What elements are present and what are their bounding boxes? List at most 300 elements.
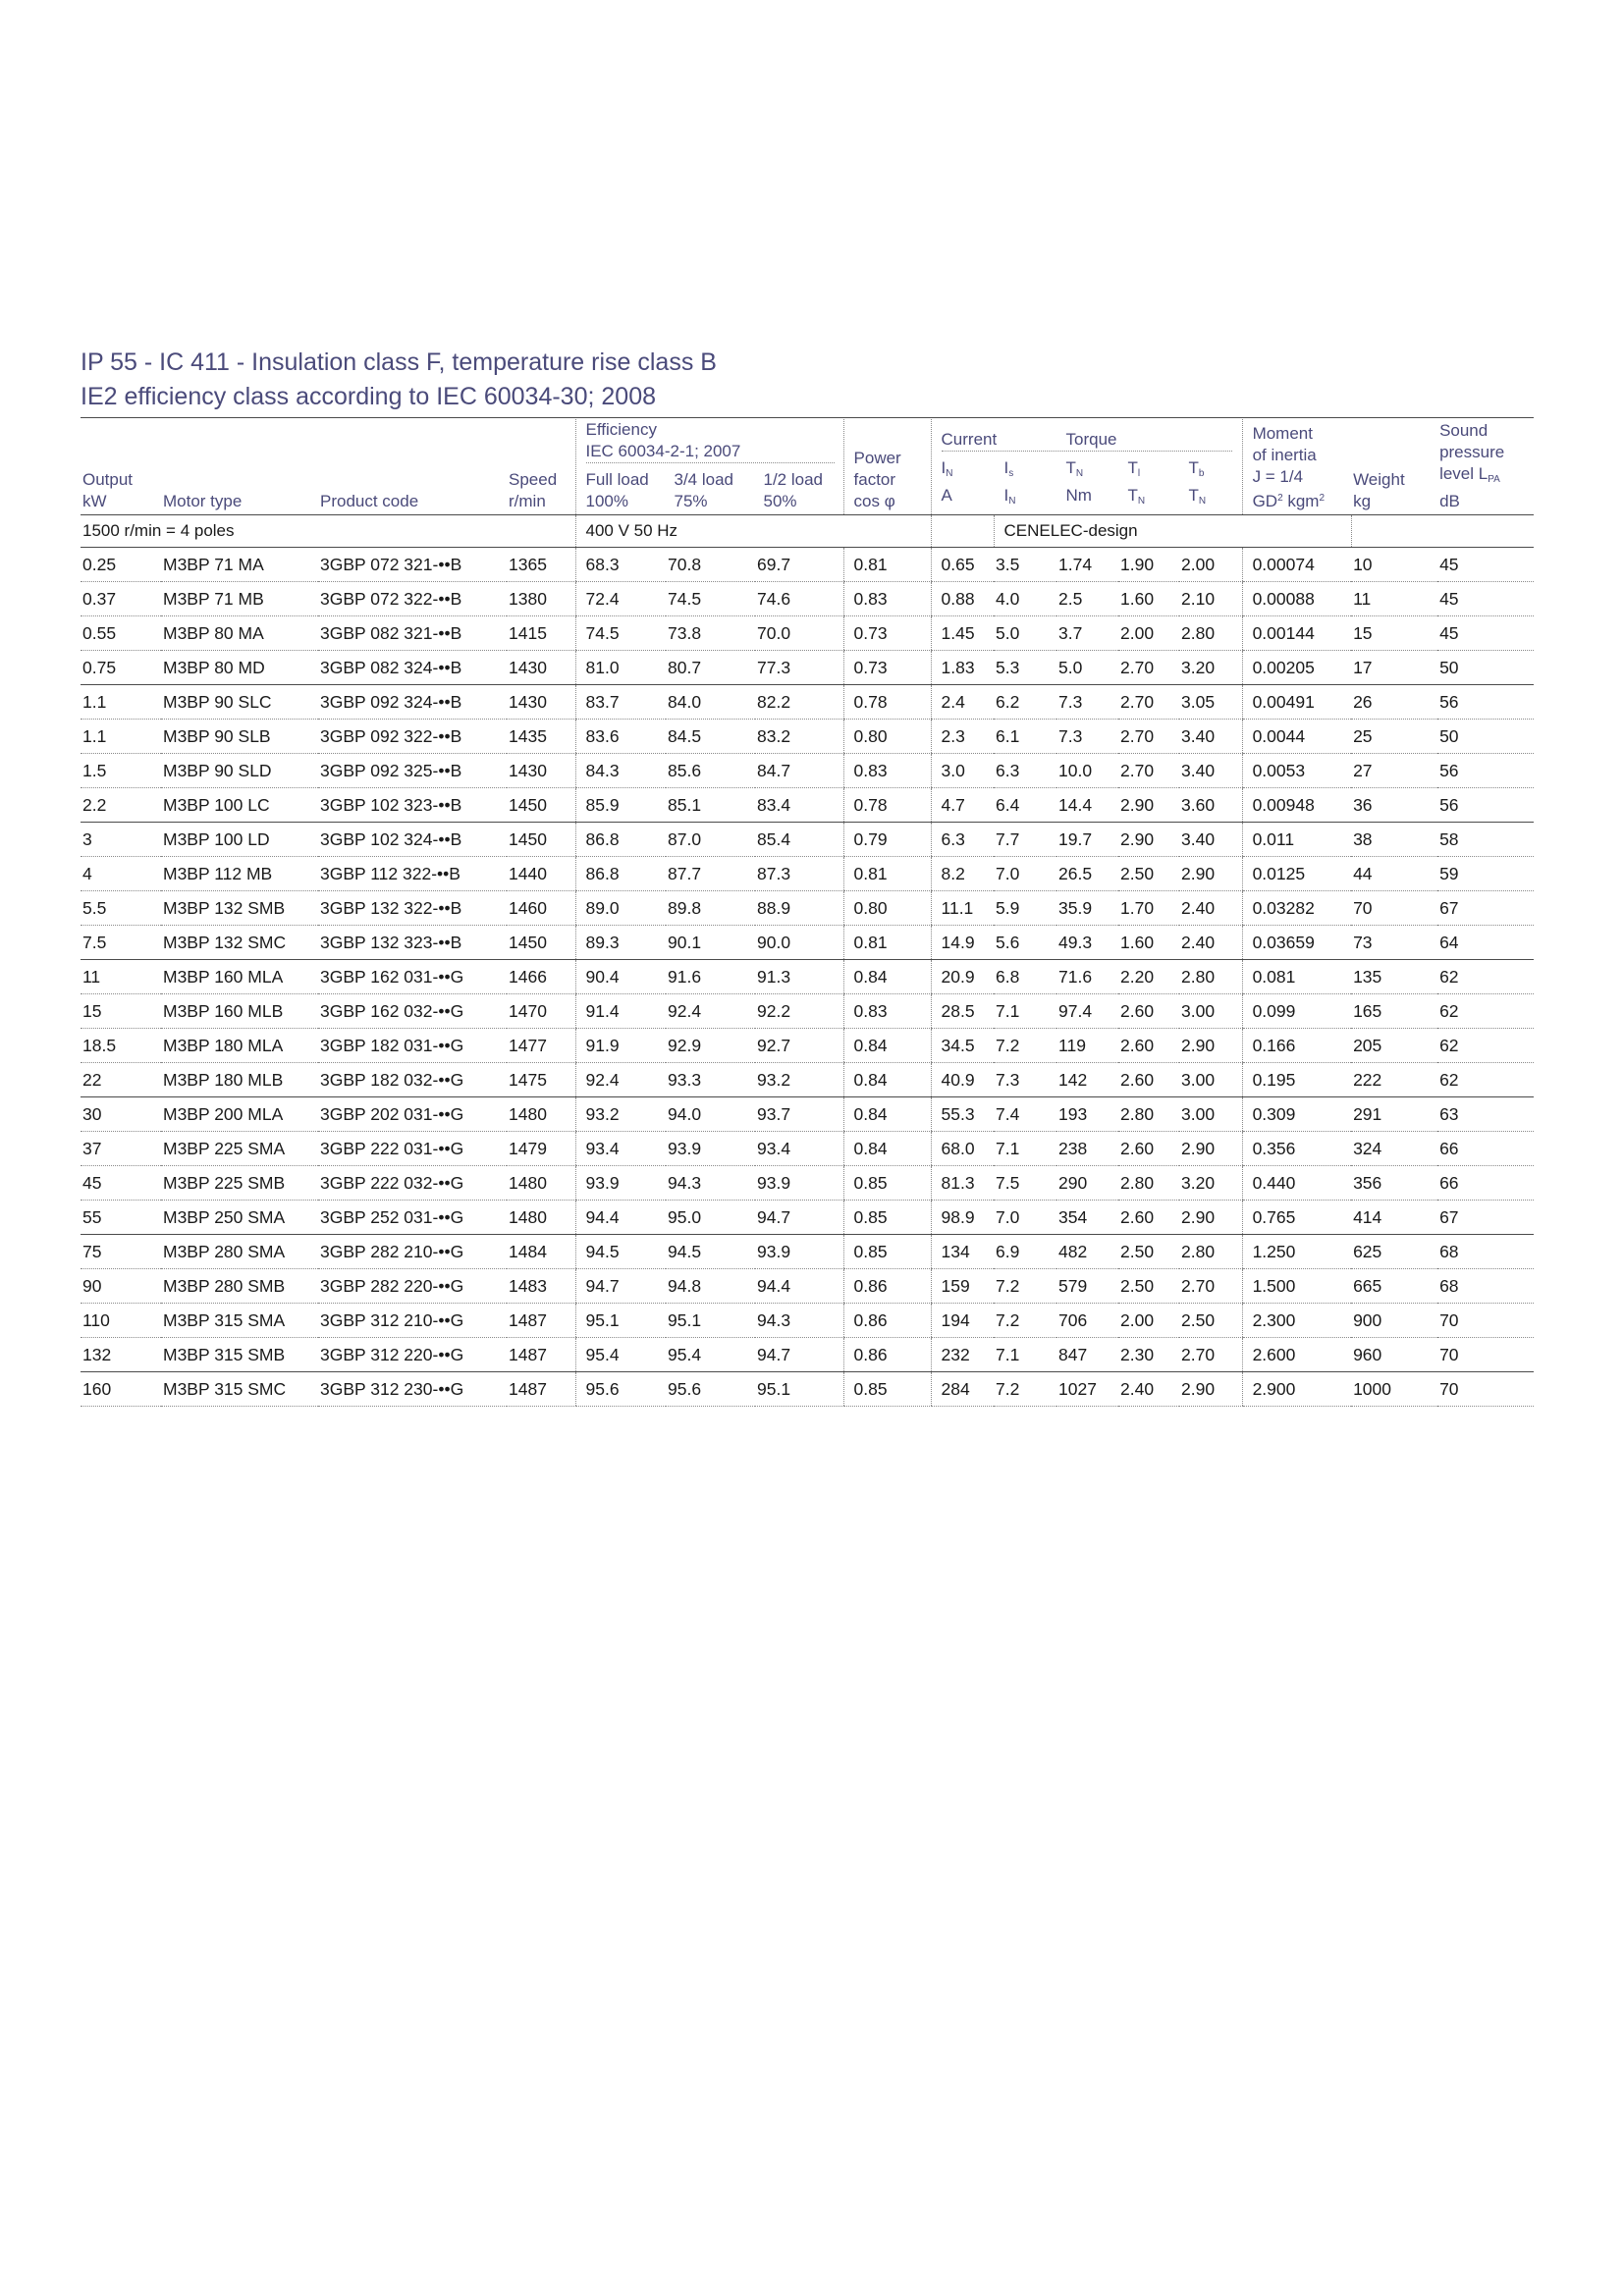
cell-weight: 665 bbox=[1351, 1269, 1437, 1304]
cell-efficiency-12-load: 82.2 bbox=[755, 685, 843, 720]
cell-weight: 205 bbox=[1351, 1029, 1437, 1063]
table-row bbox=[81, 857, 1534, 891]
cell-efficiency-12-load: 93.9 bbox=[755, 1235, 843, 1269]
cell-torque-tl-tn: 2.40 bbox=[1118, 1372, 1179, 1407]
cell-torque-tn: 14.4 bbox=[1056, 788, 1118, 823]
cell-torque-tb-tn: 3.00 bbox=[1179, 1097, 1242, 1132]
table-row bbox=[81, 1201, 1534, 1235]
table-row bbox=[81, 1338, 1534, 1372]
cell-power-factor: 0.81 bbox=[843, 926, 931, 960]
cell-sound-pressure: 56 bbox=[1437, 788, 1534, 823]
cell-efficiency-34-load: 84.5 bbox=[666, 720, 755, 754]
cell-torque-tn: 26.5 bbox=[1056, 857, 1118, 891]
cell-torque-tl-tn: 2.20 bbox=[1118, 960, 1179, 994]
cell-torque-tn: 482 bbox=[1056, 1235, 1118, 1269]
cell-product-code: 3GBP 182 032-••G bbox=[318, 1063, 507, 1097]
table-row bbox=[81, 960, 1534, 994]
cell-output-kw: 90 bbox=[81, 1269, 161, 1304]
cell-efficiency-34-load: 94.3 bbox=[666, 1166, 755, 1201]
cell-efficiency-12-load: 74.6 bbox=[755, 582, 843, 616]
cell-output-kw: 1.1 bbox=[81, 720, 161, 754]
cell-weight: 44 bbox=[1351, 857, 1437, 891]
cell-efficiency-12-load: 88.9 bbox=[755, 891, 843, 926]
efficiency-standard: IEC 60034-2-1; 2007 bbox=[586, 441, 835, 463]
cell-motor-type: M3BP 200 MLA bbox=[161, 1097, 318, 1132]
cell-current-is-in: 7.2 bbox=[994, 1269, 1056, 1304]
cell-moment-of-inertia: 0.00948 bbox=[1242, 788, 1351, 823]
cell-torque-tl-tn: 1.60 bbox=[1118, 926, 1179, 960]
cell-output-kw: 37 bbox=[81, 1132, 161, 1166]
cell-current-is-in: 5.9 bbox=[994, 891, 1056, 926]
cell-product-code: 3GBP 182 031-••G bbox=[318, 1029, 507, 1063]
cell-efficiency-34-load: 94.0 bbox=[666, 1097, 755, 1132]
cell-current-in: 134 bbox=[931, 1235, 994, 1269]
cell-output-kw: 0.55 bbox=[81, 616, 161, 651]
cell-torque-tl-tn: 2.60 bbox=[1118, 1201, 1179, 1235]
cell-moment-of-inertia: 0.356 bbox=[1242, 1132, 1351, 1166]
torque-title: Torque bbox=[1065, 430, 1117, 449]
cell-torque-tn: 119 bbox=[1056, 1029, 1118, 1063]
cell-current-is-in: 3.5 bbox=[994, 548, 1056, 582]
cell-output-kw: 0.37 bbox=[81, 582, 161, 616]
cell-efficiency-34-load: 92.9 bbox=[666, 1029, 755, 1063]
cell-current-in: 11.1 bbox=[931, 891, 994, 926]
cell-product-code: 3GBP 132 323-••B bbox=[318, 926, 507, 960]
cell-speed: 1487 bbox=[507, 1372, 575, 1407]
cell-torque-tn: 3.7 bbox=[1056, 616, 1118, 651]
cell-torque-tb-tn: 2.70 bbox=[1179, 1269, 1242, 1304]
cell-power-factor: 0.83 bbox=[843, 582, 931, 616]
cell-speed: 1479 bbox=[507, 1132, 575, 1166]
cell-output-kw: 0.25 bbox=[81, 548, 161, 582]
cell-power-factor: 0.80 bbox=[843, 720, 931, 754]
cell-moment-of-inertia: 0.03659 bbox=[1242, 926, 1351, 960]
cell-motor-type: M3BP 280 SMB bbox=[161, 1269, 318, 1304]
cell-motor-type: M3BP 100 LD bbox=[161, 823, 318, 857]
cell-current-is-in: 6.2 bbox=[994, 685, 1056, 720]
cell-motor-type: M3BP 80 MA bbox=[161, 616, 318, 651]
cell-output-kw: 1.5 bbox=[81, 754, 161, 788]
cell-motor-type: M3BP 225 SMA bbox=[161, 1132, 318, 1166]
table-row bbox=[81, 720, 1534, 754]
cell-current-in: 284 bbox=[931, 1372, 994, 1407]
cell-torque-tb-tn: 2.00 bbox=[1179, 548, 1242, 582]
cell-weight: 625 bbox=[1351, 1235, 1437, 1269]
cell-torque-tb-tn: 2.80 bbox=[1179, 616, 1242, 651]
cell-moment-of-inertia: 2.900 bbox=[1242, 1372, 1351, 1407]
col-output: Output kW bbox=[81, 419, 161, 515]
cell-current-is-in: 7.2 bbox=[994, 1372, 1056, 1407]
col-motor-type: Motor type bbox=[161, 419, 318, 515]
cell-torque-tl-tn: 2.70 bbox=[1118, 685, 1179, 720]
cell-output-kw: 1.1 bbox=[81, 685, 161, 720]
cell-speed: 1466 bbox=[507, 960, 575, 994]
cell-torque-tn: 1027 bbox=[1056, 1372, 1118, 1407]
cell-moment-of-inertia: 0.00491 bbox=[1242, 685, 1351, 720]
cell-efficiency-full-load: 94.5 bbox=[575, 1235, 666, 1269]
cell-efficiency-12-load: 92.2 bbox=[755, 994, 843, 1029]
cell-current-in: 0.65 bbox=[931, 548, 994, 582]
cell-torque-tn: 238 bbox=[1056, 1132, 1118, 1166]
cell-moment-of-inertia: 0.0125 bbox=[1242, 857, 1351, 891]
cell-product-code: 3GBP 162 032-••G bbox=[318, 994, 507, 1029]
cell-product-code: 3GBP 072 322-••B bbox=[318, 582, 507, 616]
cell-current-in: 232 bbox=[931, 1338, 994, 1372]
cell-current-is-in: 7.5 bbox=[994, 1166, 1056, 1201]
table-row bbox=[81, 616, 1534, 651]
cell-moment-of-inertia: 1.250 bbox=[1242, 1235, 1351, 1269]
cell-output-kw: 2.2 bbox=[81, 788, 161, 823]
cell-efficiency-34-load: 95.6 bbox=[666, 1372, 755, 1407]
cell-torque-tn: 7.3 bbox=[1056, 685, 1118, 720]
cell-current-is-in: 4.0 bbox=[994, 582, 1056, 616]
cell-output-kw: 5.5 bbox=[81, 891, 161, 926]
cell-weight: 222 bbox=[1351, 1063, 1437, 1097]
cell-efficiency-full-load: 86.8 bbox=[575, 857, 666, 891]
cell-speed: 1477 bbox=[507, 1029, 575, 1063]
cell-torque-tl-tn: 2.80 bbox=[1118, 1097, 1179, 1132]
cell-product-code: 3GBP 102 324-••B bbox=[318, 823, 507, 857]
cell-torque-tn: 2.5 bbox=[1056, 582, 1118, 616]
col-12-load: 1/2 load 50% bbox=[763, 470, 823, 510]
cell-efficiency-12-load: 84.7 bbox=[755, 754, 843, 788]
cell-current-in: 81.3 bbox=[931, 1166, 994, 1201]
cell-efficiency-full-load: 93.4 bbox=[575, 1132, 666, 1166]
cell-sound-pressure: 62 bbox=[1437, 1063, 1534, 1097]
cell-speed: 1440 bbox=[507, 857, 575, 891]
cell-moment-of-inertia: 0.440 bbox=[1242, 1166, 1351, 1201]
cell-motor-type: M3BP 90 SLD bbox=[161, 754, 318, 788]
cell-torque-tb-tn: 2.50 bbox=[1179, 1304, 1242, 1338]
cell-current-in: 2.4 bbox=[931, 685, 994, 720]
cell-product-code: 3GBP 102 323-••B bbox=[318, 788, 507, 823]
cell-sound-pressure: 70 bbox=[1437, 1338, 1534, 1372]
cell-sound-pressure: 66 bbox=[1437, 1132, 1534, 1166]
cell-weight: 960 bbox=[1351, 1338, 1437, 1372]
cell-sound-pressure: 68 bbox=[1437, 1235, 1534, 1269]
table-row bbox=[81, 651, 1534, 685]
cell-sound-pressure: 62 bbox=[1437, 960, 1534, 994]
cell-product-code: 3GBP 082 321-••B bbox=[318, 616, 507, 651]
cell-weight: 36 bbox=[1351, 788, 1437, 823]
cell-efficiency-full-load: 84.3 bbox=[575, 754, 666, 788]
table-row bbox=[81, 891, 1534, 926]
cell-power-factor: 0.84 bbox=[843, 1029, 931, 1063]
cell-current-is-in: 7.1 bbox=[994, 1338, 1056, 1372]
table-row bbox=[81, 1063, 1534, 1097]
cell-weight: 17 bbox=[1351, 651, 1437, 685]
cell-efficiency-full-load: 83.6 bbox=[575, 720, 666, 754]
table-row bbox=[81, 1097, 1534, 1132]
col-full-load: Full load 100% bbox=[585, 470, 649, 510]
cell-torque-tn: 706 bbox=[1056, 1304, 1118, 1338]
cell-efficiency-full-load: 91.9 bbox=[575, 1029, 666, 1063]
cell-current-in: 1.45 bbox=[931, 616, 994, 651]
title-rule bbox=[81, 417, 1534, 418]
cell-torque-tn: 5.0 bbox=[1056, 651, 1118, 685]
cell-current-in: 1.83 bbox=[931, 651, 994, 685]
cell-weight: 25 bbox=[1351, 720, 1437, 754]
cell-efficiency-34-load: 74.5 bbox=[666, 582, 755, 616]
cell-efficiency-full-load: 94.7 bbox=[575, 1269, 666, 1304]
cell-motor-type: M3BP 160 MLA bbox=[161, 960, 318, 994]
cell-current-is-in: 7.0 bbox=[994, 1201, 1056, 1235]
cell-sound-pressure: 45 bbox=[1437, 616, 1534, 651]
cell-efficiency-34-load: 95.1 bbox=[666, 1304, 755, 1338]
cell-output-kw: 15 bbox=[81, 994, 161, 1029]
cell-efficiency-full-load: 93.2 bbox=[575, 1097, 666, 1132]
cell-efficiency-12-load: 70.0 bbox=[755, 616, 843, 651]
col-product-code: Product code bbox=[318, 419, 507, 515]
cell-motor-type: M3BP 250 SMA bbox=[161, 1201, 318, 1235]
cell-current-in: 34.5 bbox=[931, 1029, 994, 1063]
cell-output-kw: 0.75 bbox=[81, 651, 161, 685]
cell-current-is-in: 7.1 bbox=[994, 994, 1056, 1029]
cell-sound-pressure: 50 bbox=[1437, 651, 1534, 685]
cell-torque-tb-tn: 3.40 bbox=[1179, 754, 1242, 788]
cell-efficiency-34-load: 85.1 bbox=[666, 788, 755, 823]
cell-product-code: 3GBP 072 321-••B bbox=[318, 548, 507, 582]
cell-output-kw: 132 bbox=[81, 1338, 161, 1372]
cell-efficiency-34-load: 90.1 bbox=[666, 926, 755, 960]
cell-torque-tb-tn: 3.20 bbox=[1179, 1166, 1242, 1201]
cell-speed: 1415 bbox=[507, 616, 575, 651]
cell-product-code: 3GBP 282 210-••G bbox=[318, 1235, 507, 1269]
cell-efficiency-full-load: 91.4 bbox=[575, 994, 666, 1029]
cell-torque-tb-tn: 3.00 bbox=[1179, 994, 1242, 1029]
cell-product-code: 3GBP 112 322-••B bbox=[318, 857, 507, 891]
cell-torque-tb-tn: 3.00 bbox=[1179, 1063, 1242, 1097]
cell-output-kw: 45 bbox=[81, 1166, 161, 1201]
cell-torque-tl-tn: 2.90 bbox=[1118, 788, 1179, 823]
cell-moment-of-inertia: 1.500 bbox=[1242, 1269, 1351, 1304]
speed-poles-label: 1500 r/min = 4 poles bbox=[81, 515, 575, 548]
cell-moment-of-inertia: 0.0044 bbox=[1242, 720, 1351, 754]
cell-current-is-in: 7.2 bbox=[994, 1029, 1056, 1063]
cell-efficiency-34-load: 93.3 bbox=[666, 1063, 755, 1097]
cell-torque-tl-tn: 2.80 bbox=[1118, 1166, 1179, 1201]
cell-torque-tl-tn: 2.60 bbox=[1118, 1029, 1179, 1063]
title-block bbox=[81, 346, 1534, 414]
cell-efficiency-full-load: 89.0 bbox=[575, 891, 666, 926]
table-row bbox=[81, 823, 1534, 857]
cell-current-in: 8.2 bbox=[931, 857, 994, 891]
cell-efficiency-12-load: 69.7 bbox=[755, 548, 843, 582]
cell-speed: 1380 bbox=[507, 582, 575, 616]
table-row bbox=[81, 994, 1534, 1029]
cell-power-factor: 0.84 bbox=[843, 1063, 931, 1097]
col-speed: Speed r/min bbox=[507, 419, 575, 515]
cell-motor-type: M3BP 132 SMB bbox=[161, 891, 318, 926]
cell-product-code: 3GBP 132 322-••B bbox=[318, 891, 507, 926]
cell-torque-tb-tn: 2.90 bbox=[1179, 1201, 1242, 1235]
cell-torque-tb-tn: 2.90 bbox=[1179, 1029, 1242, 1063]
cell-moment-of-inertia: 2.300 bbox=[1242, 1304, 1351, 1338]
cell-product-code: 3GBP 092 324-••B bbox=[318, 685, 507, 720]
cell-torque-tl-tn: 2.50 bbox=[1118, 1269, 1179, 1304]
title-line-2: IE2 efficiency class according to IEC 60034-30; 2008 bbox=[81, 383, 656, 410]
cell-speed: 1435 bbox=[507, 720, 575, 754]
cell-weight: 1000 bbox=[1351, 1372, 1437, 1407]
table-row bbox=[81, 582, 1534, 616]
cell-output-kw: 160 bbox=[81, 1372, 161, 1407]
header-row bbox=[81, 419, 1534, 515]
cell-product-code: 3GBP 082 324-••B bbox=[318, 651, 507, 685]
cell-efficiency-12-load: 93.2 bbox=[755, 1063, 843, 1097]
cell-torque-tb-tn: 2.10 bbox=[1179, 582, 1242, 616]
cell-product-code: 3GBP 312 220-••G bbox=[318, 1338, 507, 1372]
cell-torque-tb-tn: 3.40 bbox=[1179, 720, 1242, 754]
cell-product-code: 3GBP 222 031-••G bbox=[318, 1132, 507, 1166]
cell-power-factor: 0.73 bbox=[843, 616, 931, 651]
cell-power-factor: 0.86 bbox=[843, 1269, 931, 1304]
cell-current-in: 40.9 bbox=[931, 1063, 994, 1097]
cell-sound-pressure: 68 bbox=[1437, 1269, 1534, 1304]
cell-weight: 414 bbox=[1351, 1201, 1437, 1235]
cell-moment-of-inertia: 0.765 bbox=[1242, 1201, 1351, 1235]
cell-current-is-in: 7.7 bbox=[994, 823, 1056, 857]
cell-moment-of-inertia: 0.011 bbox=[1242, 823, 1351, 857]
cell-power-factor: 0.73 bbox=[843, 651, 931, 685]
cell-output-kw: 22 bbox=[81, 1063, 161, 1097]
cell-torque-tb-tn: 3.40 bbox=[1179, 823, 1242, 857]
cell-torque-tn: 49.3 bbox=[1056, 926, 1118, 960]
current-title: Current bbox=[941, 430, 998, 449]
cell-efficiency-34-load: 84.0 bbox=[666, 685, 755, 720]
col-tl-tn: $T_l$ $T_N$ bbox=[1127, 458, 1146, 507]
cell-efficiency-12-load: 90.0 bbox=[755, 926, 843, 960]
cell-torque-tl-tn: 2.70 bbox=[1118, 754, 1179, 788]
table-row bbox=[81, 1132, 1534, 1166]
cell-efficiency-12-load: 95.1 bbox=[755, 1372, 843, 1407]
cell-speed: 1430 bbox=[507, 685, 575, 720]
cell-current-in: 6.3 bbox=[931, 823, 994, 857]
cell-current-is-in: 5.0 bbox=[994, 616, 1056, 651]
cell-output-kw: 4 bbox=[81, 857, 161, 891]
cell-sound-pressure: 62 bbox=[1437, 994, 1534, 1029]
col-34-load: 3/4 load 75% bbox=[674, 470, 733, 510]
cell-torque-tb-tn: 2.40 bbox=[1179, 926, 1242, 960]
cell-product-code: 3GBP 092 322-••B bbox=[318, 720, 507, 754]
cell-efficiency-full-load: 81.0 bbox=[575, 651, 666, 685]
cell-speed: 1365 bbox=[507, 548, 575, 582]
cell-moment-of-inertia: 2.600 bbox=[1242, 1338, 1351, 1372]
cell-efficiency-34-load: 94.5 bbox=[666, 1235, 755, 1269]
cell-efficiency-full-load: 89.3 bbox=[575, 926, 666, 960]
cell-weight: 38 bbox=[1351, 823, 1437, 857]
cell-torque-tl-tn: 2.60 bbox=[1118, 994, 1179, 1029]
table-row bbox=[81, 1304, 1534, 1338]
cell-torque-tl-tn: 2.00 bbox=[1118, 1304, 1179, 1338]
cell-efficiency-34-load: 73.8 bbox=[666, 616, 755, 651]
cell-efficiency-full-load: 86.8 bbox=[575, 823, 666, 857]
cell-speed: 1450 bbox=[507, 926, 575, 960]
cell-sound-pressure: 63 bbox=[1437, 1097, 1534, 1132]
cell-speed: 1470 bbox=[507, 994, 575, 1029]
cell-power-factor: 0.84 bbox=[843, 960, 931, 994]
col-efficiency-group bbox=[575, 419, 843, 515]
cell-moment-of-inertia: 0.00205 bbox=[1242, 651, 1351, 685]
cell-power-factor: 0.81 bbox=[843, 857, 931, 891]
cell-motor-type: M3BP 315 SMC bbox=[161, 1372, 318, 1407]
cell-weight: 165 bbox=[1351, 994, 1437, 1029]
cell-power-factor: 0.79 bbox=[843, 823, 931, 857]
cell-weight: 27 bbox=[1351, 754, 1437, 788]
cell-current-is-in: 7.4 bbox=[994, 1097, 1056, 1132]
cell-moment-of-inertia: 0.195 bbox=[1242, 1063, 1351, 1097]
cell-torque-tn: 97.4 bbox=[1056, 994, 1118, 1029]
cell-sound-pressure: 70 bbox=[1437, 1304, 1534, 1338]
cell-torque-tn: 193 bbox=[1056, 1097, 1118, 1132]
cell-sound-pressure: 67 bbox=[1437, 1201, 1534, 1235]
cell-weight: 135 bbox=[1351, 960, 1437, 994]
cell-efficiency-34-load: 94.8 bbox=[666, 1269, 755, 1304]
cell-efficiency-34-load: 91.6 bbox=[666, 960, 755, 994]
cell-efficiency-12-load: 92.7 bbox=[755, 1029, 843, 1063]
cell-efficiency-34-load: 80.7 bbox=[666, 651, 755, 685]
cell-power-factor: 0.83 bbox=[843, 994, 931, 1029]
cell-efficiency-full-load: 95.4 bbox=[575, 1338, 666, 1372]
cell-efficiency-12-load: 93.4 bbox=[755, 1132, 843, 1166]
cell-motor-type: M3BP 71 MB bbox=[161, 582, 318, 616]
cell-speed: 1480 bbox=[507, 1097, 575, 1132]
table-row bbox=[81, 1269, 1534, 1304]
cell-motor-type: M3BP 315 SMB bbox=[161, 1338, 318, 1372]
cell-sound-pressure: 45 bbox=[1437, 582, 1534, 616]
cell-power-factor: 0.84 bbox=[843, 1132, 931, 1166]
cell-product-code: 3GBP 162 031-••G bbox=[318, 960, 507, 994]
table-row bbox=[81, 1029, 1534, 1063]
cell-torque-tl-tn: 2.50 bbox=[1118, 857, 1179, 891]
cell-efficiency-12-load: 93.9 bbox=[755, 1166, 843, 1201]
cell-torque-tn: 354 bbox=[1056, 1201, 1118, 1235]
cell-power-factor: 0.84 bbox=[843, 1097, 931, 1132]
cell-efficiency-34-load: 95.4 bbox=[666, 1338, 755, 1372]
cell-weight: 70 bbox=[1351, 891, 1437, 926]
cell-efficiency-full-load: 93.9 bbox=[575, 1166, 666, 1201]
cell-weight: 10 bbox=[1351, 548, 1437, 582]
col-moment-of-inertia: Moment of inertia J = 1/4 $GD^2$ kgm$^2$ bbox=[1242, 419, 1351, 515]
cell-power-factor: 0.86 bbox=[843, 1338, 931, 1372]
cell-torque-tl-tn: 2.90 bbox=[1118, 823, 1179, 857]
cell-efficiency-full-load: 83.7 bbox=[575, 685, 666, 720]
cell-efficiency-12-load: 93.7 bbox=[755, 1097, 843, 1132]
cell-power-factor: 0.80 bbox=[843, 891, 931, 926]
cell-weight: 324 bbox=[1351, 1132, 1437, 1166]
cell-speed: 1487 bbox=[507, 1338, 575, 1372]
cell-motor-type: M3BP 71 MA bbox=[161, 548, 318, 582]
cell-sound-pressure: 50 bbox=[1437, 720, 1534, 754]
cell-efficiency-full-load: 90.4 bbox=[575, 960, 666, 994]
cell-weight: 356 bbox=[1351, 1166, 1437, 1201]
cell-current-in: 0.88 bbox=[931, 582, 994, 616]
cell-efficiency-34-load: 93.9 bbox=[666, 1132, 755, 1166]
cell-weight: 15 bbox=[1351, 616, 1437, 651]
cell-current-in: 28.5 bbox=[931, 994, 994, 1029]
cell-torque-tl-tn: 2.60 bbox=[1118, 1063, 1179, 1097]
cell-efficiency-full-load: 94.4 bbox=[575, 1201, 666, 1235]
cell-current-is-in: 6.1 bbox=[994, 720, 1056, 754]
cell-efficiency-34-load: 85.6 bbox=[666, 754, 755, 788]
cell-product-code: 3GBP 252 031-••G bbox=[318, 1201, 507, 1235]
table-row bbox=[81, 548, 1534, 582]
cell-power-factor: 0.85 bbox=[843, 1372, 931, 1407]
cell-power-factor: 0.85 bbox=[843, 1201, 931, 1235]
cell-torque-tn: 35.9 bbox=[1056, 891, 1118, 926]
table-row bbox=[81, 1372, 1534, 1407]
cell-efficiency-12-load: 94.4 bbox=[755, 1269, 843, 1304]
cell-torque-tb-tn: 2.80 bbox=[1179, 960, 1242, 994]
